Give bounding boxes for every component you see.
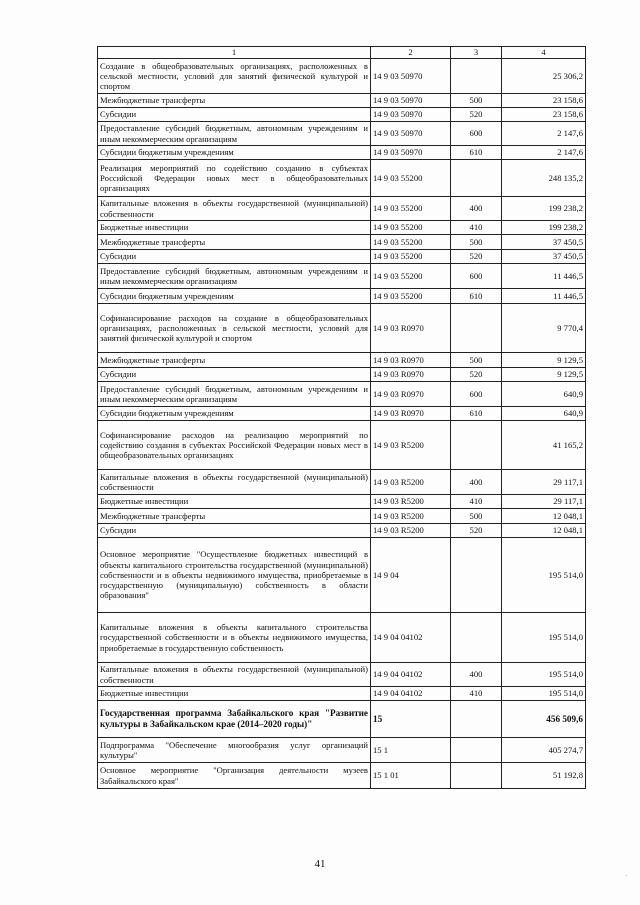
row-name-cell: Межбюджетные трансферты bbox=[98, 353, 371, 368]
row-name-cell: Подпрограмма "Обеспечение многообразия услуг организаций культуры" bbox=[98, 738, 371, 763]
row-code-cell: 14 9 03 R0970 bbox=[371, 353, 451, 368]
row-code-cell: 14 9 03 50970 bbox=[371, 94, 451, 108]
row-expense-type-cell bbox=[451, 160, 502, 197]
table-row bbox=[98, 94, 586, 108]
row-name-cell: Создание в общеобразовательных организациях, расположенных в сельской местности, условий для занятий физической культурой и спортом bbox=[98, 59, 371, 94]
row-name-cell: Субсидии bbox=[98, 368, 371, 382]
row-name-cell: Субсидии бюджетным учреждениям bbox=[98, 407, 371, 421]
header-cell-code: 2 bbox=[371, 47, 451, 59]
row-name-cell: Капитальные вложения в объекты государственной (муниципальной) собственности bbox=[98, 663, 371, 687]
row-name-cell: Основное мероприятие "Осуществление бюджетных инвестиций в объекты капитального строительства государственной (муниципальной) собственности и в объекты недвижимого имущества, приобретаемые в государственную (муниципальную) собственность в области образования" bbox=[98, 538, 371, 613]
row-amount-cell: 248 135,2 bbox=[502, 160, 586, 197]
row-code-cell: 14 9 03 55200 bbox=[371, 221, 451, 235]
row-name-cell: Субсидии bbox=[98, 524, 371, 538]
row-code-cell: 14 9 03 55200 bbox=[371, 250, 451, 264]
row-amount-cell: 23 158,6 bbox=[502, 94, 586, 108]
row-amount-cell: 199 238,2 bbox=[502, 197, 586, 221]
row-expense-type-cell: 500 bbox=[451, 353, 502, 368]
table-row bbox=[98, 701, 586, 738]
row-amount-cell: 25 306,2 bbox=[502, 59, 586, 94]
row-expense-type-cell: 600 bbox=[451, 122, 502, 146]
table-row bbox=[98, 160, 586, 197]
row-name-cell: Капитальные вложения в объекты государственной (муниципальной) собственности bbox=[98, 197, 371, 221]
row-code-cell: 14 9 03 55200 bbox=[371, 235, 451, 250]
row-name-cell: Межбюджетные трансферты bbox=[98, 235, 371, 250]
row-expense-type-cell: 410 bbox=[451, 495, 502, 509]
row-amount-cell: 2 147,6 bbox=[502, 146, 586, 160]
row-expense-type-cell bbox=[451, 763, 502, 789]
table-row bbox=[98, 250, 586, 264]
row-expense-type-cell: 600 bbox=[451, 264, 502, 289]
table-row bbox=[98, 264, 586, 289]
row-expense-type-cell: 500 bbox=[451, 509, 502, 524]
page-number: 41 bbox=[314, 858, 326, 870]
table-row bbox=[98, 763, 586, 789]
row-amount-cell: 456 509,6 bbox=[502, 701, 586, 738]
row-expense-type-cell bbox=[451, 538, 502, 613]
table-row bbox=[98, 509, 586, 524]
row-name-cell: Реализация мероприятий по содействию созданию в субъектах Российской Федерации новых мест в общеобразовательных организациях bbox=[98, 160, 371, 197]
row-code-cell: 14 9 03 50970 bbox=[371, 108, 451, 122]
row-amount-cell: 37 450,5 bbox=[502, 250, 586, 264]
row-name-cell: Субсидии bbox=[98, 108, 371, 122]
row-amount-cell: 29 117,1 bbox=[502, 470, 586, 495]
row-expense-type-cell: 410 bbox=[451, 687, 502, 701]
row-amount-cell: 29 117,1 bbox=[502, 495, 586, 509]
row-expense-type-cell: 410 bbox=[451, 221, 502, 235]
row-expense-type-cell: 500 bbox=[451, 235, 502, 250]
row-expense-type-cell bbox=[451, 738, 502, 763]
table-row bbox=[98, 524, 586, 538]
row-name-cell: Государственная программа Забайкальского края "Развитие культуры в Забайкальском крае (2014–2020 годы)" bbox=[98, 701, 371, 738]
row-amount-cell: 640,9 bbox=[502, 407, 586, 421]
table-row bbox=[98, 353, 586, 368]
row-expense-type-cell: 600 bbox=[451, 382, 502, 407]
header-cell-name: 1 bbox=[98, 47, 371, 59]
table-row bbox=[98, 304, 586, 353]
row-name-cell: Предоставление субсидий бюджетным, автономным учреждениям и иным некоммерческим организациям bbox=[98, 122, 371, 146]
row-amount-cell: 195 514,0 bbox=[502, 687, 586, 701]
row-expense-type-cell: 500 bbox=[451, 94, 502, 108]
row-expense-type-cell: 520 bbox=[451, 250, 502, 264]
table-row bbox=[98, 421, 586, 470]
row-expense-type-cell: 400 bbox=[451, 470, 502, 495]
table-row bbox=[98, 663, 586, 687]
row-code-cell: 14 9 03 R0970 bbox=[371, 382, 451, 407]
table-row bbox=[98, 235, 586, 250]
row-name-cell: Софинансирование расходов на реализацию мероприятий по содействию создания в субъектах Российской Федерации новых мест в общеобразовательных организациях bbox=[98, 421, 371, 470]
table-row bbox=[98, 59, 586, 94]
row-code-cell: 14 9 03 R5200 bbox=[371, 421, 451, 470]
row-amount-cell: 12 048,1 bbox=[502, 524, 586, 538]
row-name-cell: Капитальные вложения в объекты капитального строительства государственной собственности и в объекты недвижимого имущества, приобретаемые в государственную собственность bbox=[98, 613, 371, 663]
table-row bbox=[98, 108, 586, 122]
row-code-cell: 14 9 03 55200 bbox=[371, 289, 451, 304]
row-code-cell: 14 9 04 04102 bbox=[371, 663, 451, 687]
row-expense-type-cell: 610 bbox=[451, 146, 502, 160]
row-expense-type-cell: 520 bbox=[451, 524, 502, 538]
row-amount-cell: 195 514,0 bbox=[502, 538, 586, 613]
table-row bbox=[98, 368, 586, 382]
row-expense-type-cell: 520 bbox=[451, 368, 502, 382]
row-name-cell: Межбюджетные трансферты bbox=[98, 94, 371, 108]
row-name-cell: Бюджетные инвестиции bbox=[98, 495, 371, 509]
row-expense-type-cell bbox=[451, 59, 502, 94]
row-code-cell: 14 9 03 50970 bbox=[371, 59, 451, 94]
table-row bbox=[98, 407, 586, 421]
row-code-cell: 14 9 04 04102 bbox=[371, 687, 451, 701]
row-amount-cell: 12 048,1 bbox=[502, 509, 586, 524]
row-code-cell: 14 9 03 R5200 bbox=[371, 495, 451, 509]
row-expense-type-cell bbox=[451, 613, 502, 663]
row-amount-cell: 405 274,7 bbox=[502, 738, 586, 763]
row-code-cell: 14 9 03 R5200 bbox=[371, 524, 451, 538]
row-code-cell: 15 bbox=[371, 701, 451, 738]
row-amount-cell: 9 129,5 bbox=[502, 353, 586, 368]
row-amount-cell: 11 446,5 bbox=[502, 264, 586, 289]
row-amount-cell: 11 446,5 bbox=[502, 289, 586, 304]
row-expense-type-cell: 610 bbox=[451, 289, 502, 304]
table-row bbox=[98, 382, 586, 407]
table-row bbox=[98, 687, 586, 701]
table-row bbox=[98, 495, 586, 509]
row-code-cell: 14 9 03 50970 bbox=[371, 146, 451, 160]
table-row bbox=[98, 613, 586, 663]
row-amount-cell: 41 165,2 bbox=[502, 421, 586, 470]
row-code-cell: 14 9 03 R5200 bbox=[371, 509, 451, 524]
row-amount-cell: 640,9 bbox=[502, 382, 586, 407]
row-name-cell: Основное мероприятие "Организация деятельности музеев Забайкальского края" bbox=[98, 763, 371, 789]
row-amount-cell: 37 450,5 bbox=[502, 235, 586, 250]
row-name-cell: Софинансирование расходов на создание в общеобразовательных организациях, расположенных в сельской местности, условий для занятий физической культурой и спортом bbox=[98, 304, 371, 353]
budget-table-body bbox=[98, 47, 586, 789]
row-expense-type-cell: 400 bbox=[451, 663, 502, 687]
table-header-row bbox=[98, 47, 586, 59]
table-row bbox=[98, 122, 586, 146]
row-code-cell: 14 9 03 R0970 bbox=[371, 407, 451, 421]
row-name-cell: Предоставление субсидий бюджетным, автономным учреждениям и иным некоммерческим организациям bbox=[98, 382, 371, 407]
header-cell-amount: 4 bbox=[502, 47, 586, 59]
row-amount-cell: 23 158,6 bbox=[502, 108, 586, 122]
row-code-cell: 14 9 04 04102 bbox=[371, 613, 451, 663]
row-code-cell: 14 9 03 55200 bbox=[371, 264, 451, 289]
row-code-cell: 15 1 01 bbox=[371, 763, 451, 789]
row-amount-cell: 2 147,6 bbox=[502, 122, 586, 146]
row-amount-cell: 199 238,2 bbox=[502, 221, 586, 235]
table-row bbox=[98, 470, 586, 495]
row-name-cell: Предоставление субсидий бюджетным, автономным учреждениям и иным некоммерческим организациям bbox=[98, 264, 371, 289]
row-code-cell: 14 9 03 50970 bbox=[371, 122, 451, 146]
row-code-cell: 15 1 bbox=[371, 738, 451, 763]
row-name-cell: Субсидии bbox=[98, 250, 371, 264]
header-cell-expense-type: 3 bbox=[451, 47, 502, 59]
table-row bbox=[98, 289, 586, 304]
row-amount-cell: 9 770,4 bbox=[502, 304, 586, 353]
row-code-cell: 14 9 03 R0970 bbox=[371, 368, 451, 382]
table-row bbox=[98, 146, 586, 160]
row-code-cell: 14 9 04 bbox=[371, 538, 451, 613]
table-row bbox=[98, 738, 586, 763]
row-expense-type-cell bbox=[451, 701, 502, 738]
row-expense-type-cell bbox=[451, 304, 502, 353]
row-expense-type-cell bbox=[451, 421, 502, 470]
table-row bbox=[98, 221, 586, 235]
row-amount-cell: 51 192,8 bbox=[502, 763, 586, 789]
row-amount-cell: 195 514,0 bbox=[502, 613, 586, 663]
budget-table bbox=[97, 46, 586, 789]
table-row bbox=[98, 197, 586, 221]
row-code-cell: 14 9 03 55200 bbox=[371, 197, 451, 221]
row-name-cell: Субсидии бюджетным учреждениям bbox=[98, 289, 371, 304]
row-name-cell: Бюджетные инвестиции bbox=[98, 221, 371, 235]
row-expense-type-cell: 610 bbox=[451, 407, 502, 421]
row-amount-cell: 9 129,5 bbox=[502, 368, 586, 382]
corner-mark: · bbox=[625, 872, 628, 880]
row-code-cell: 14 9 03 R5200 bbox=[371, 470, 451, 495]
row-name-cell: Бюджетные инвестиции bbox=[98, 687, 371, 701]
row-name-cell: Межбюджетные трансферты bbox=[98, 509, 371, 524]
row-expense-type-cell: 520 bbox=[451, 108, 502, 122]
row-name-cell: Капитальные вложения в объекты государственной (муниципальной) собственности bbox=[98, 470, 371, 495]
table-row bbox=[98, 538, 586, 613]
row-expense-type-cell: 400 bbox=[451, 197, 502, 221]
row-amount-cell: 195 514,0 bbox=[502, 663, 586, 687]
row-name-cell: Субсидии бюджетным учреждениям bbox=[98, 146, 371, 160]
row-code-cell: 14 9 03 55200 bbox=[371, 160, 451, 197]
row-code-cell: 14 9 03 R0970 bbox=[371, 304, 451, 353]
